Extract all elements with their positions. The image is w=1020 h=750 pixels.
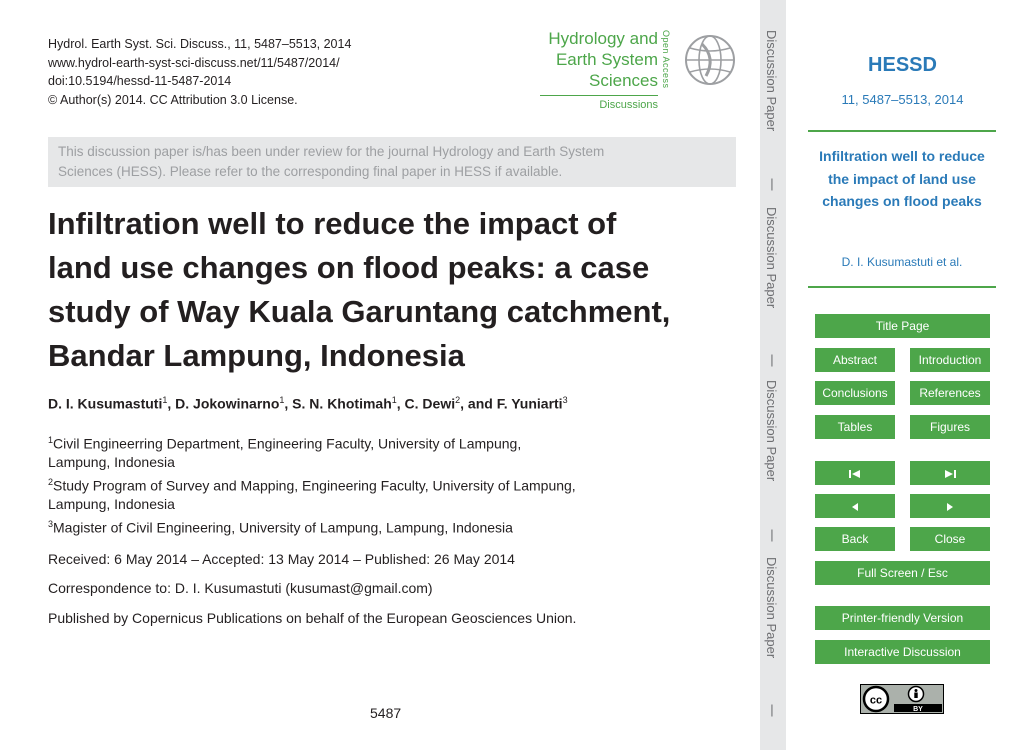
- first-page-icon: [848, 469, 862, 479]
- figures-button[interactable]: Figures: [910, 415, 990, 439]
- author-3-affil: 1: [391, 395, 397, 405]
- globe-logo-icon: [680, 30, 740, 90]
- conclusions-button[interactable]: Conclusions: [815, 381, 895, 405]
- discussion-paper-gutter: [760, 0, 786, 750]
- gutter-label-4: Discussion Paper: [764, 557, 779, 659]
- introduction-button[interactable]: Introduction: [910, 348, 990, 372]
- affiliation-3-number: 3: [48, 519, 54, 529]
- affiliation-1: [48, 431, 521, 471]
- logo-line-2: Earth System: [555, 50, 658, 69]
- panel-short-title: Infiltration well to reduce the impact of land use changes on flood peaks: [819, 148, 985, 209]
- logo-discussions: Discussions: [599, 99, 658, 111]
- author-list: [48, 395, 568, 412]
- citation-block: [48, 35, 351, 109]
- full-screen-button[interactable]: Full Screen / Esc: [815, 561, 990, 585]
- citation-url[interactable]: www.hydrol-earth-syst-sci-discuss.net/11/5487/2014/: [48, 55, 340, 70]
- affiliation-1-line-1: Civil Engineerring Department, Engineering Faculty, University of Lampung,: [53, 435, 522, 452]
- gutter-separator-4: |: [770, 702, 774, 717]
- affiliation-2-line-2: Lampung, Indonesia: [48, 495, 175, 512]
- gutter-label-1: Discussion Paper: [764, 30, 779, 132]
- citation-journal: Hydrol. Earth Syst. Sci. Discuss., 11, 5487–5513, 2014: [48, 37, 352, 51]
- panel-rule-2: [808, 286, 996, 288]
- gutter-label-3: Discussion Paper: [764, 380, 779, 482]
- affiliation-1-number: 1: [48, 435, 54, 445]
- author-2: , D. Jokowinarno: [167, 395, 280, 412]
- first-page-button[interactable]: [815, 461, 895, 485]
- author-3: , S. N. Khotimah: [284, 395, 392, 412]
- volume-info: 11, 5487–5513, 2014: [841, 92, 964, 107]
- abstract-button[interactable]: Abstract: [815, 348, 895, 372]
- logo-rule: [540, 95, 658, 96]
- next-arrow-icon: [945, 502, 955, 512]
- affiliation-1-line-2: Lampung, Indonesia: [48, 453, 175, 470]
- back-button[interactable]: Back: [815, 527, 895, 551]
- gutter-separator-1: |: [770, 176, 774, 191]
- svg-text:cc: cc: [869, 694, 883, 707]
- author-1-affil: 1: [162, 395, 168, 405]
- journal-logo-text: [520, 28, 658, 91]
- citation-license: © Author(s) 2014. CC Attribution 3.0 License.: [48, 92, 298, 107]
- last-page-icon: [943, 469, 957, 479]
- cc-by-label: BY: [913, 706, 923, 713]
- affiliation-2-line-1: Study Program of Survey and Mapping, Engineering Faculty, University of Lampung,: [53, 477, 576, 494]
- logo-line-1: Hydrology and: [548, 29, 658, 48]
- interactive-discussion-button[interactable]: Interactive Discussion: [815, 640, 990, 664]
- received-dates: Received: 6 May 2014 – Accepted: 13 May 2014 – Published: 26 May 2014: [48, 551, 515, 567]
- next-page-button[interactable]: [910, 494, 990, 518]
- title-page-button[interactable]: Title Page: [815, 314, 990, 338]
- citation-doi[interactable]: doi:10.5194/hessd-11-5487-2014: [48, 74, 232, 88]
- last-page-button[interactable]: [910, 461, 990, 485]
- author-4-affil: 2: [455, 395, 461, 405]
- open-access-label: Open Access: [661, 30, 671, 89]
- author-5-affil: 3: [562, 395, 568, 405]
- affiliation-3: [48, 515, 513, 537]
- affiliation-3-line-1: Magister of Civil Engineering, University of Lampung, Lampung, Indonesia: [53, 519, 513, 536]
- page-number: 5487: [370, 705, 402, 721]
- title-line-1: Infiltration well to reduce the impact of: [48, 206, 617, 241]
- author-2-affil: 1: [279, 395, 285, 405]
- panel-rule-1: [808, 130, 996, 132]
- title-line-3: study of Way Kuala Garuntang catchment,: [48, 294, 671, 329]
- affiliation-2: [48, 473, 576, 513]
- logo-line-3: Sciences: [589, 71, 658, 90]
- previous-arrow-icon: [850, 502, 860, 512]
- notice-line-2: Sciences (HESS). Please refer to the corresponding final paper in HESS if available.: [58, 164, 563, 179]
- gutter-separator-3: |: [770, 527, 774, 542]
- gutter-separator-2: |: [770, 352, 774, 367]
- correspondence: Correspondence to: D. I. Kusumastuti (kusumast@gmail.com): [48, 580, 433, 596]
- title-line-4: Bandar Lampung, Indonesia: [48, 338, 465, 373]
- gutter-label-2: Discussion Paper: [764, 207, 779, 309]
- panel-authors: D. I. Kusumastuti et al.: [841, 255, 963, 269]
- author-5: , and F. Yuniarti: [460, 395, 563, 412]
- printer-friendly-button[interactable]: Printer-friendly Version: [815, 606, 990, 630]
- notice-line-1: This discussion paper is/has been under review for the journal Hydrology and Earth System: [58, 144, 605, 159]
- previous-page-button[interactable]: [815, 494, 895, 518]
- close-button[interactable]: Close: [910, 527, 990, 551]
- review-notice: [48, 137, 736, 187]
- author-4: , C. Dewi: [396, 395, 456, 412]
- author-1: D. I. Kusumastuti: [48, 395, 163, 412]
- journal-acronym: HESSD: [868, 54, 937, 76]
- tables-button[interactable]: Tables: [815, 415, 895, 439]
- cc-by-license-icon[interactable]: [860, 684, 944, 714]
- title-line-2: land use changes on flood peaks: a case: [48, 250, 650, 285]
- publisher-note: Published by Copernicus Publications on behalf of the European Geosciences Union.: [48, 610, 577, 626]
- affiliation-2-number: 2: [48, 477, 54, 487]
- paper-title: [48, 202, 748, 378]
- references-button[interactable]: References: [910, 381, 990, 405]
